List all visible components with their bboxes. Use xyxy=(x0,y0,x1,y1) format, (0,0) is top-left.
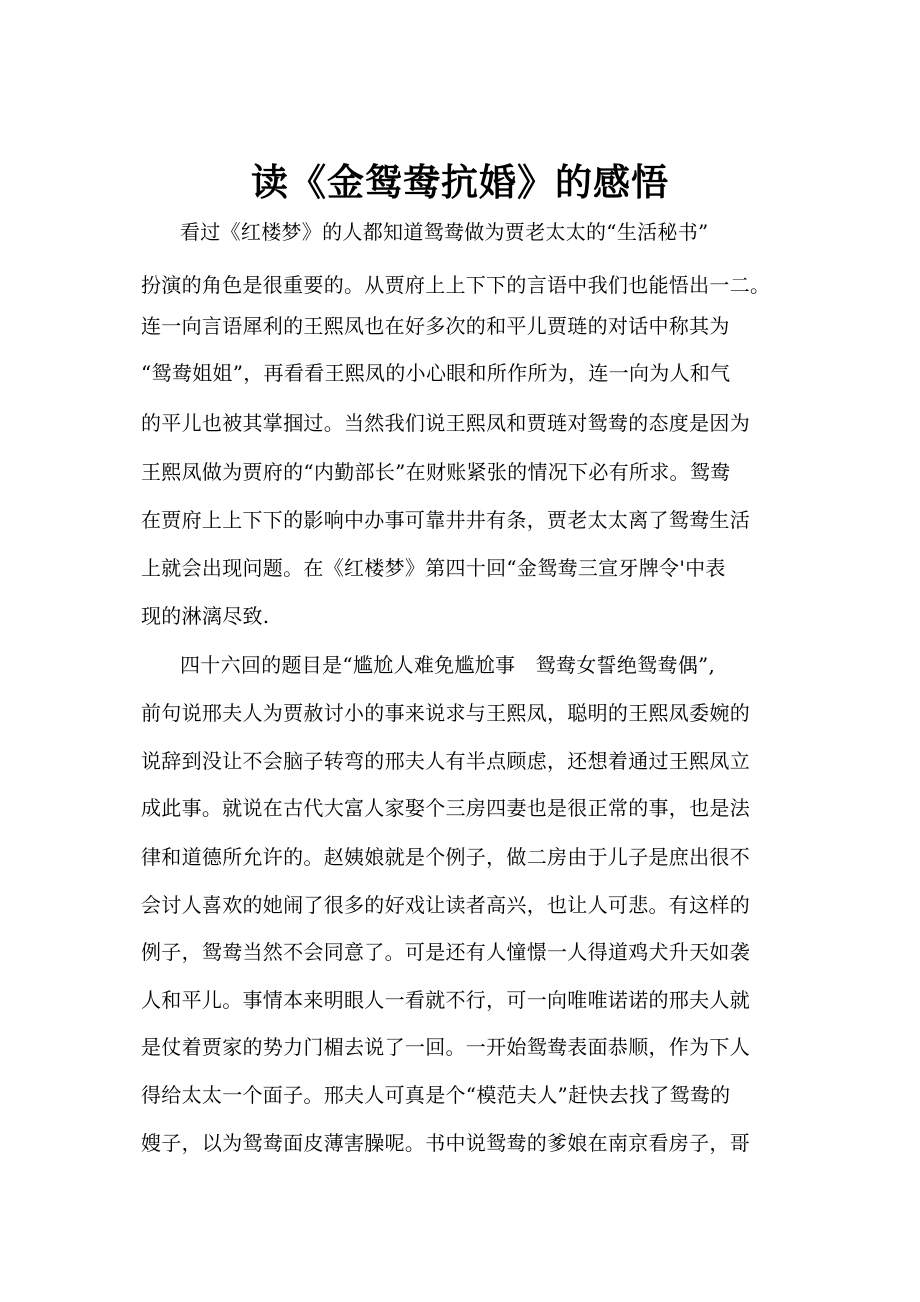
paragraph-2-line-8: 人和平儿。事情本来明眼人一看就不行，可一向唯唯诺诺的邢夫人就 xyxy=(141,988,750,1012)
paragraph-2-line-1: 四十六回的题目是“尴尬人难免尴尬事 鸳鸯女誓绝鸳鸯偶”, xyxy=(180,653,716,677)
paragraph-2-line-6: 会讨人喜欢的她闹了很多的好戏让读者高兴，也让人可悲。有这样的 xyxy=(141,893,750,917)
paragraph-1-line-2: 扮演的角色是很重要的。从贾府上上下下的言语中我们也能悟出一二。 xyxy=(141,273,771,297)
paragraph-2-line-4: 成此事。就说在古代大富人家娶个三房四妻也是很正常的事，也是法 xyxy=(141,796,750,820)
paragraph-2-line-11: 嫂子，以为鸳鸯面皮薄害臊呢。书中说鸳鸯的爹娘在南京看房子，哥 xyxy=(141,1131,750,1155)
paragraph-2-line-2: 前句说邢夫人为贾赦讨小的事来说求与王熙凤，聪明的王熙凤委婉的 xyxy=(141,701,750,725)
paragraph-2-line-10: 得给太太一个面子。邢夫人可真是个“模范夫人”赶快去找了鸳鸯的 xyxy=(141,1083,731,1107)
paragraph-1-line-6: 王熙凤做为贾府的“内勤部长”在财账紧张的情况下必有所求。鸳鸯 xyxy=(141,460,731,484)
paragraph-1-line-3: 连一向言语犀利的王熙凤也在好多次的和平儿贾琏的对话中称其为 xyxy=(141,314,730,338)
paragraph-1-line-9: 现的淋漓尽致. xyxy=(141,604,270,628)
paragraph-2-line-5: 律和道德所允许的。赵姨娘就是个例子，做二房由于儿子是庶出很不 xyxy=(141,845,750,869)
paragraph-2-line-9: 是仗着贾家的势力门楣去说了一回。一开始鸳鸯表面恭顺，作为下人 xyxy=(141,1035,750,1059)
paragraph-1-line-5: 的平儿也被其掌掴过。当然我们说王熙凤和贾琏对鸳鸯的态度是因为 xyxy=(141,411,750,435)
paragraph-1-line-7: 在贾府上上下下的影响中办事可靠井井有条，贾老太太离了鸳鸯生活 xyxy=(141,508,750,532)
paragraph-2-line-7: 例子，鸳鸯当然不会同意了。可是还有人憧憬一人得道鸡犬升天如袭 xyxy=(141,940,750,964)
paragraph-1-line-8: 上就会出现问题。在《红楼梦》第四十回“金鸳鸯三宣牙牌令'中表 xyxy=(141,556,726,580)
document-title: 读《金鸳鸯抗婚》的感悟 xyxy=(251,160,669,204)
paragraph-2-line-3: 说辞到没让不会脑子转弯的邢夫人有半点顾虑，还想着通过王熙凤立 xyxy=(141,749,750,773)
paragraph-1-line-1: 看过《红楼梦》的人都知道鸳鸯做为贾老太太的“生活秘书” xyxy=(180,220,709,244)
paragraph-1-line-4: “鸳鸯姐姐”，再看看王熙凤的小心眼和所作所为，连一向为人和气 xyxy=(141,361,731,385)
